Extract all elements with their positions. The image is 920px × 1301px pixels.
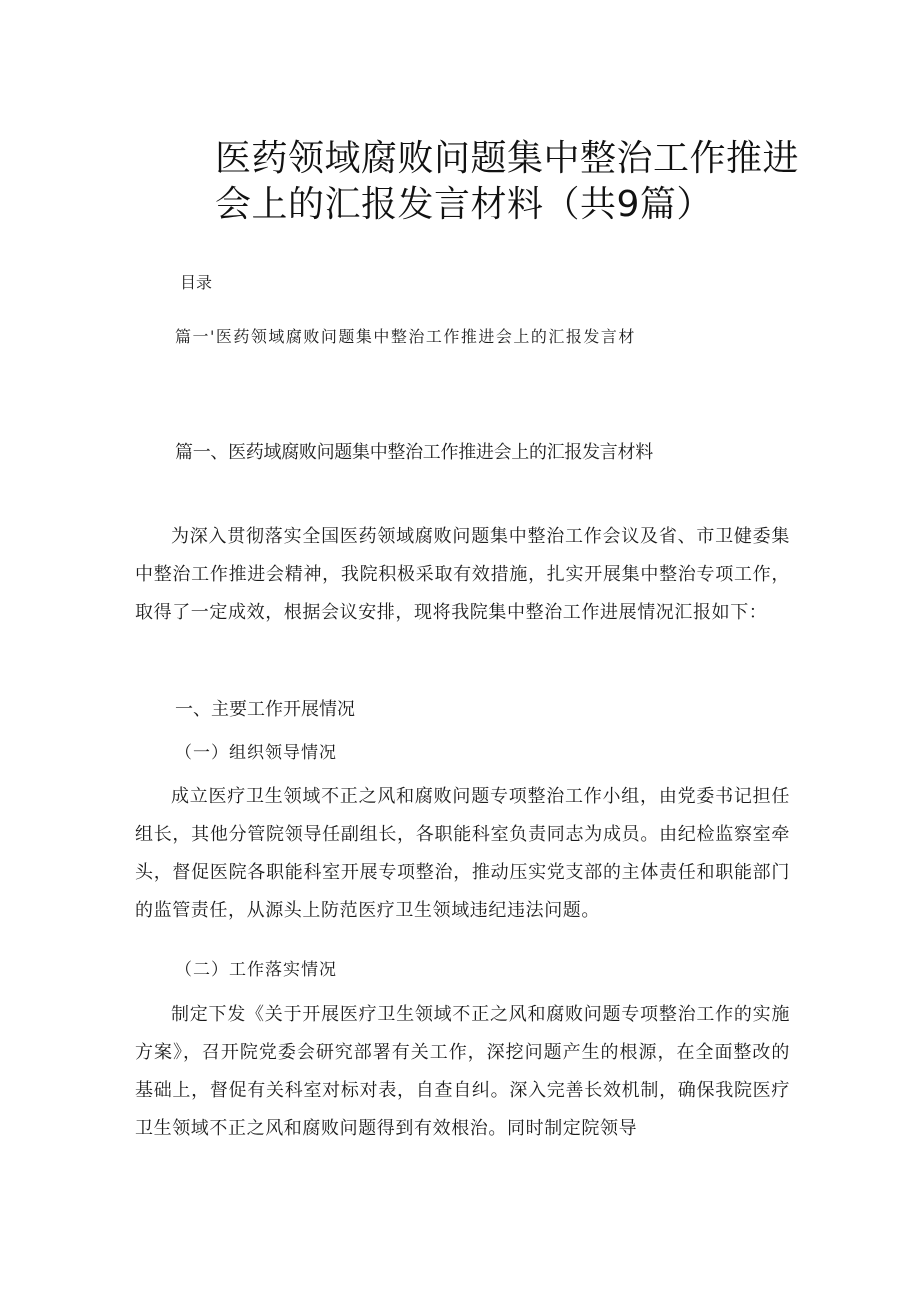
document-title-line-1: 医药领域腐败问题集中整治工作推进 [215,138,800,179]
document-title [215,136,815,228]
sub-heading-implementation: （二）工作落实情况 [175,960,337,980]
sub-heading-organization: （一）组织领导情况 [175,743,337,763]
organization-paragraph: 成立医疗卫生领域不正之风和腐败问题专项整治工作小组，由党委书记担任组长，其他分管院领导任副组长，各职能科室负责同志为成员。由纪检监察室牵头，督促医院各职能科室开展专项整治，推动压实党支部的主体责任和职能部门的监管责任，从源头上防范医疗卫生领域违纪违法问题。 [135,786,790,921]
intro-paragraph: 为深入贯彻落实全国医药领域腐败问题集中整治工作会议及省、市卫健委集中整治工作推进会精神，我院积极采取有效措施，扎实开展集中整治专项工作，取得了一定成效，根据会议安排，现将我院集中整治工作进展情况汇报如下： [135,526,790,623]
section-title: 篇一、医药域腐败问题集中整治工作推进会上的汇报发言材料 [175,442,653,463]
toc-label: 目录 [180,273,213,292]
toc-item[interactable]: 篇一'医药领域腐败问题集中整治工作推进会上的汇报发言材 [175,327,636,346]
main-heading: 一、主要工作开展情况 [175,699,355,720]
implementation-paragraph: 制定下发《关于开展医疗卫生领域不正之风和腐败问题专项整治工作的实施方案》，召开院党委会研究部署有关工作，深挖问题产生的根源，在全面整改的基础上，督促有关科室对标对表，自查自纠。深入完善长效机制，确保我院医疗卫生领域不正之风和腐败问题得到有效根治。同时制定院领导 [135,1004,790,1139]
document-title-line-2: 会上的汇报发言材料（共9篇） [215,184,713,225]
